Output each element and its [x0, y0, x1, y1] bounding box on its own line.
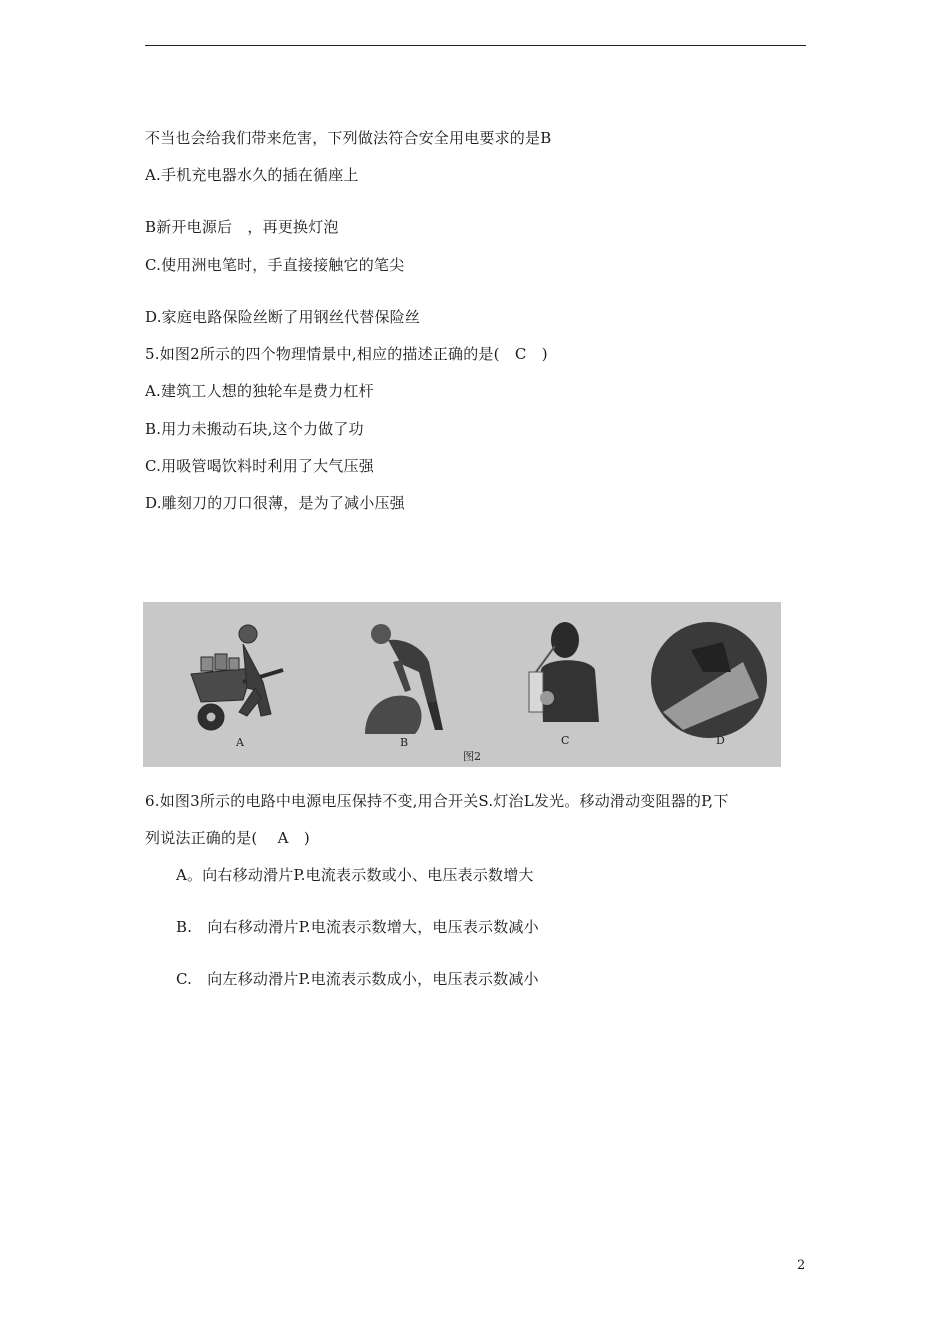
text-line: 不当也会给我们带来危害，下列做法符合安全用电要求的是B: [145, 129, 552, 147]
figure-label-b: B: [400, 736, 409, 749]
option-c: C. 向左移动滑片P.电流表示数成小，电压表示数减小: [176, 970, 539, 988]
figure-2-image: [143, 602, 781, 767]
figure-label-c: C: [561, 734, 570, 747]
figure-2-illustration: [143, 602, 781, 767]
question-6: 6.如图3所示的电路中电源电压保持不变,用合开关S.灯治L发光。移动滑动变阻器的P,下: [145, 792, 729, 810]
question-6-cont: 列说法正确的是( A ): [145, 829, 310, 847]
option-d: D.雕刻刀的刀口很薄，是为了减小压强: [145, 494, 405, 512]
option-a: A.建筑工人想的独轮车是费力杠杆: [145, 382, 374, 400]
page-number: 2: [797, 1258, 806, 1273]
carving-knife-drawing: [651, 622, 767, 738]
figure-label-d: D: [716, 734, 725, 747]
figure-label-a: A: [236, 736, 244, 749]
option-b: B.用力未搬动石块,这个力做了功: [145, 420, 364, 438]
figure-caption: 图2: [463, 750, 481, 763]
question-5: 5.如图2所示的四个物理情景中,相应的描述正确的是( C ): [145, 345, 548, 363]
header-rule: [145, 45, 806, 46]
text-line: B新开电源后 ，再更换灯泡: [145, 218, 339, 236]
option-b: B. 向右移动滑片P.电流表示数增大，电压表示数减小: [176, 918, 539, 936]
option-c: C.用吸管喝饮料时利用了大气压强: [145, 457, 374, 475]
option-a: A。向右移动滑片P.电流表示数或小、电压表示数增大: [176, 866, 534, 884]
text-line: A.手机充电器水久的插在循座上: [145, 166, 359, 184]
text-line: D.家庭电路保险丝断了用钢丝代替保险丝: [145, 308, 421, 326]
text-line: C.使用洲电笔时，手直接接触它的笔尖: [145, 256, 405, 274]
